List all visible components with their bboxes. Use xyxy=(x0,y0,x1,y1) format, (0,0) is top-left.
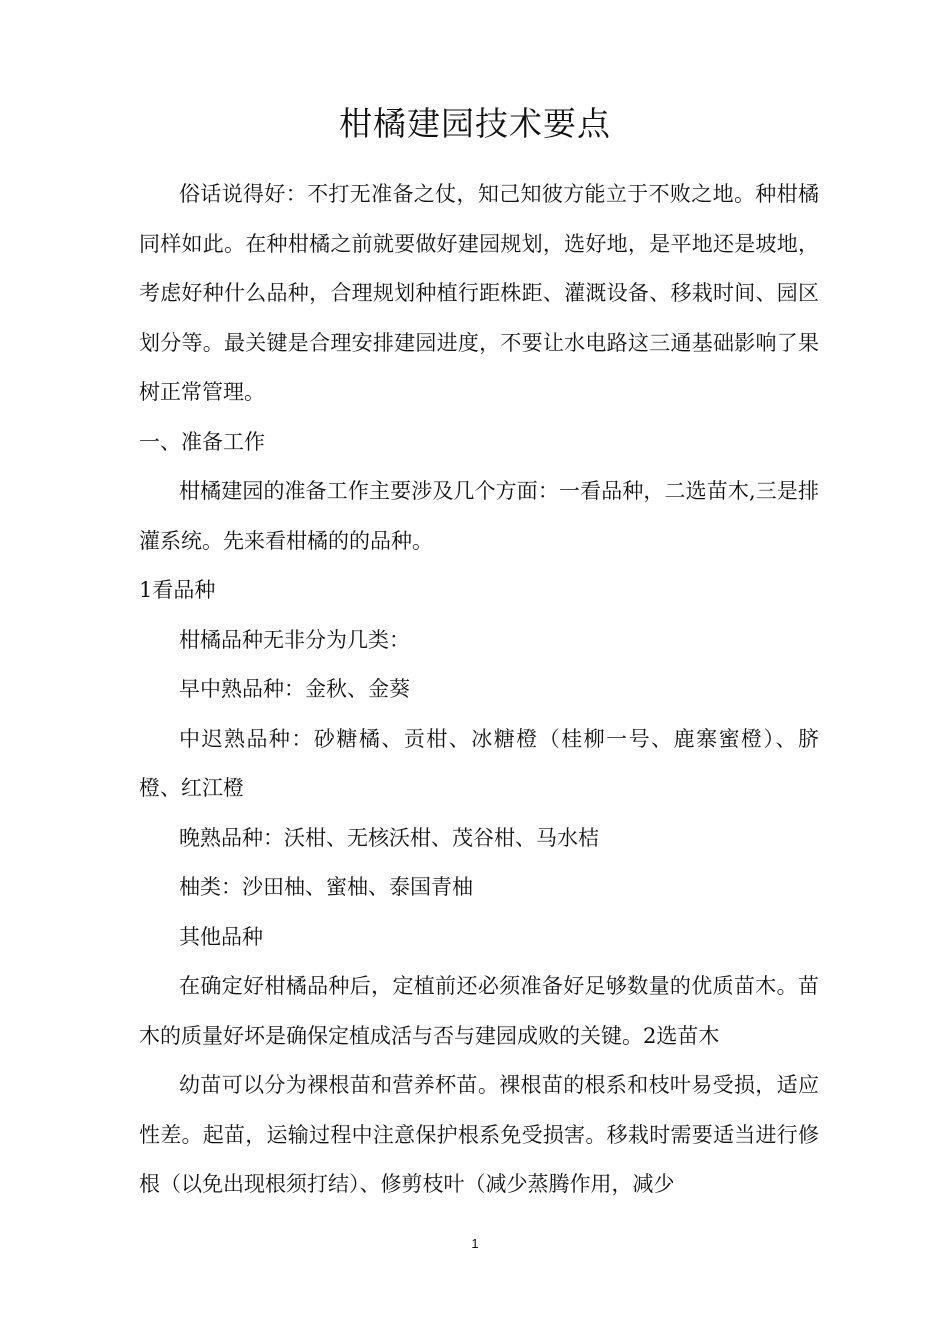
paragraph-seedling-prep: 在确定好柑橘品种后，定植前还必须准备好足够数量的优质苗木。苗木的质量好坏是确保定植成活与否与建园成败的关键。2选苗木 xyxy=(139,974,819,1048)
document-body xyxy=(139,170,819,1210)
paragraph-early-varieties: 早中熟品种：金秋、金葵 xyxy=(179,677,410,701)
paragraph-other-varieties: 其他品种 xyxy=(179,924,263,949)
paragraph-seedling-types: 幼苗可以分为裸根苗和营养杯苗。裸根苗的根系和枝叶易受损，适应性差。起苗，运输过程中注意保护根系免受损害。移栽时需要适当进行修根（以免出现根须打结）、修剪枝叶（减少蒸腾作用，减少 xyxy=(139,1073,819,1196)
paragraph-intro: 俗话说得好：不打无准备之仗，知己知彼方能立于不败之地。种柑橘同样如此。在种柑橘之前就要做好建园规划，选好地，是平地还是坡地，考虑好种什么品种，合理规划种植行距株距、灌溉设备、移栽时间、园区划分等。最关键是合理安排建园进度，不要让水电路这三通基础影响了果树正常管理。 xyxy=(139,182,819,404)
paragraph-mid-late-varieties: 中迟熟品种：砂糖橘、贡柑、冰糖橙（桂柳一号、鹿寨蜜橙）、脐橙、红江橙 xyxy=(139,726,819,800)
document-title: 柑橘建园技术要点 xyxy=(339,104,611,143)
paragraph-variety-intro: 柑橘品种无非分为几类： xyxy=(179,627,410,652)
page-number: 1 xyxy=(471,1236,479,1251)
subheading-varieties: 1看品种 xyxy=(139,578,216,602)
section-heading-preparation: 一、准备工作 xyxy=(139,429,265,454)
paragraph-pomelo-varieties: 柚类：沙田柚、蜜柚、泰国青柚 xyxy=(179,875,473,899)
paragraph-late-varieties: 晚熟品种：沃柑、无核沃柑、茂谷柑、马水桔 xyxy=(179,825,599,850)
paragraph-preparation: 柑橘建园的准备工作主要涉及几个方面：一看品种，二选苗木,三是排灌系统。先来看柑橘的的品种。 xyxy=(139,479,819,553)
